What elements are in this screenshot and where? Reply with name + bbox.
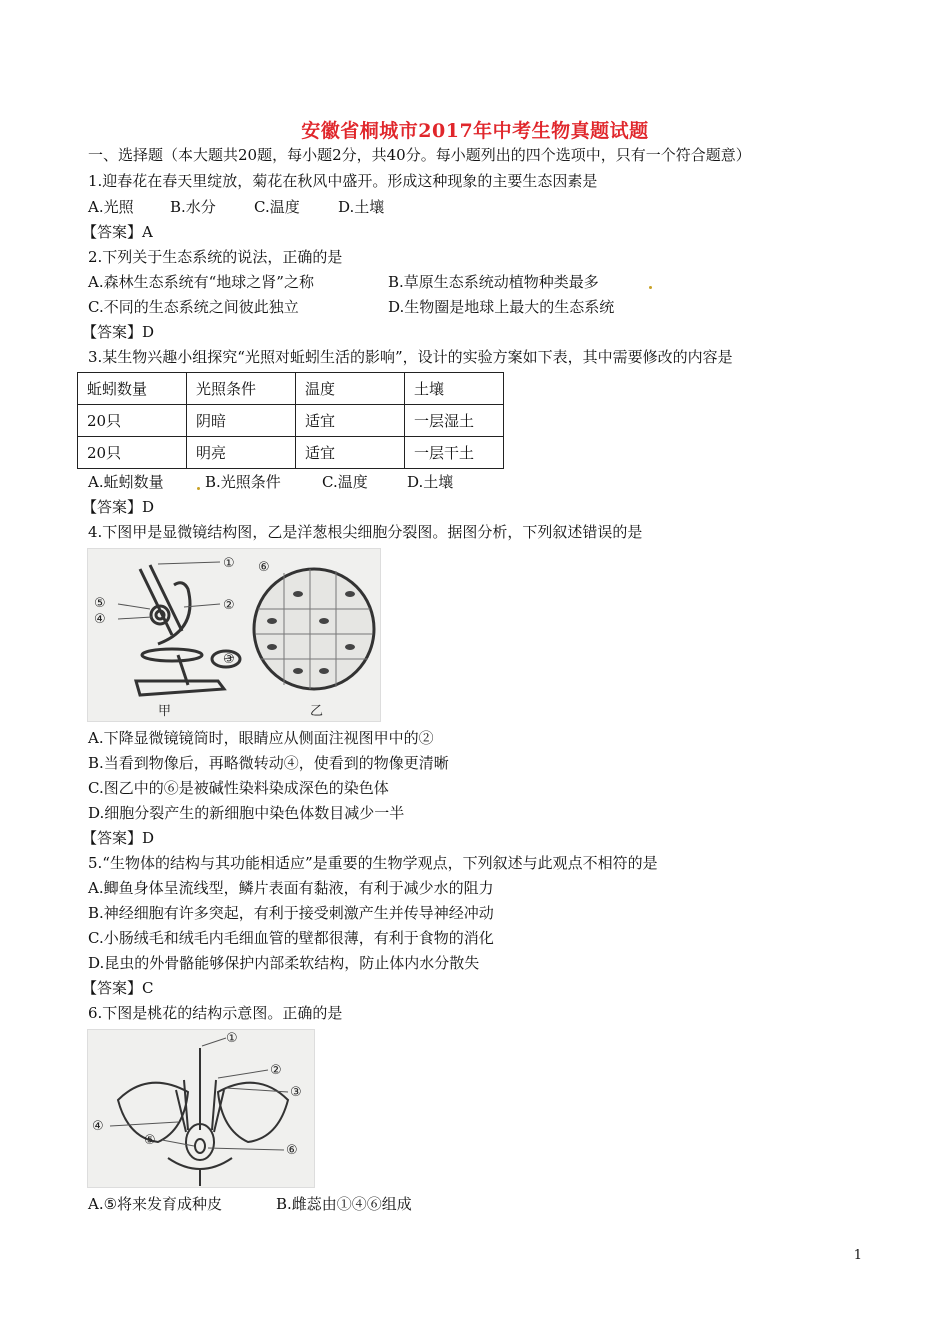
q1-option-c: C.温度 [254,198,300,216]
q5-option-a: A.鲫鱼身体呈流线型，鳞片表面有黏液，有利于减少水的阻力 [88,879,494,897]
question-2-stem: 2.下列关于生态系统的说法，正确的是 [88,248,343,266]
label-3: ③ [223,652,235,667]
nucleus [293,668,303,674]
leader-line [118,617,152,619]
q2-option-a: A.森林生态系统有“地球之肾”之称 [88,273,314,291]
stray-dot [197,487,200,490]
question-3-answer: 【答案】D [82,498,155,516]
leader-line [158,562,220,564]
table-cell: 适宜 [296,405,405,437]
q1-option-d: D.土壤 [338,198,385,216]
q5-option-c: C.小肠绒毛和绒毛内毛细血管的壁都很薄，有利于食物的消化 [88,929,494,947]
table-header-row [78,373,504,405]
question-2-options-row1 [88,272,599,292]
q3-option-d: D.土壤 [407,473,454,491]
ovule [195,1139,205,1153]
microscope-and-cell-figure [87,548,381,722]
microscope-base [136,681,224,695]
table-cell: 20只 [78,437,187,469]
q3-option-b: B.光照条件 [205,473,281,491]
q4-option-d: D.细胞分裂产生的新细胞中染色体数目减少一半 [88,804,405,822]
nucleus [319,668,329,674]
label-jia: 甲 [158,704,172,719]
question-1-stem: 1.迎春花在春天里绽放，菊花在秋风中盛开。形成这种现象的主要生态因素是 [88,172,598,190]
table-cell: 阴暗 [187,405,296,437]
label-1: ① [223,556,235,571]
leader-line [226,1088,288,1092]
peach-flower-figure [87,1029,315,1188]
table-row [78,437,504,469]
table-cell: 20只 [78,405,187,437]
experiment-table [77,372,504,469]
label-2: ② [223,598,235,613]
question-6-stem: 6.下图是桃花的结构示意图。正确的是 [88,1004,343,1022]
question-2-answer: 【答案】D [82,323,155,341]
table-row [78,405,504,437]
nucleus [293,591,303,597]
table-header: 光照条件 [187,373,296,405]
label-5: ⑤ [144,1133,156,1148]
q2-option-b: B.草原生态系统动植物种类最多 [388,273,599,291]
section-heading: 一、选择题（本大题共20题，每小题2分，共40分。每小题列出的四个选项中，只有一个符合题意） [88,146,751,164]
question-3-stem: 3.某生物兴趣小组探究“光照对蚯蚓生活的影响”，设计的实验方案如下表，其中需要修改的内容是 [88,348,733,366]
leader-line [110,1122,178,1126]
flower-drawing [88,1030,314,1187]
leader-line [218,1070,268,1078]
question-5-answer: 【答案】C [82,979,154,997]
nucleus [345,644,355,650]
q6-option-b: B.雌蕊由①④⑥组成 [276,1195,412,1213]
microscope-stage [142,649,202,661]
q2-option-c: C.不同的生态系统之间彼此独立 [88,298,299,316]
leader-line [162,1140,194,1146]
cell-field-circle [254,569,374,689]
nucleus [267,618,277,624]
label-6: ⑥ [286,1143,298,1158]
page-number: 1 [853,1248,862,1263]
table-header: 蚯蚓数量 [78,373,187,405]
stray-dot [649,286,652,289]
q3-option-a: A.蚯蚓数量 [88,473,164,491]
question-6-options [88,1194,412,1214]
question-3-options [88,472,453,492]
table-cell: 明亮 [187,437,296,469]
figure-drawing [88,549,380,721]
q4-option-c: C.图乙中的⑥是被碱性染料染成深色的染色体 [88,779,389,797]
question-4-stem: 4.下图甲是显微镜结构图，乙是洋葱根尖细胞分裂图。据图分析，下列叙述错误的是 [88,523,643,541]
table-cell: 一层干土 [405,437,504,469]
question-1-options [88,197,384,217]
label-1: ① [226,1031,238,1046]
table-cell: 一层湿土 [405,405,504,437]
question-1-answer: 【答案】A [82,223,153,241]
q5-option-b: B.神经细胞有许多突起，有利于接受刺激产生并传导神经冲动 [88,904,494,922]
fine-focus-knob [156,611,164,619]
label-6: ⑥ [258,560,270,575]
document-title: 安徽省桐城市2017年中考生物真题试题 [301,120,649,142]
table-header: 温度 [296,373,405,405]
q6-option-a: A.⑤将来发育成种皮 [88,1195,223,1213]
nucleus [319,618,329,624]
q2-option-d: D.生物圈是地球上最大的生态系统 [388,298,615,316]
q3-option-c: C.温度 [322,473,368,491]
q5-option-d: D.昆虫的外骨骼能够保护内部柔软结构，防止体内水分散失 [88,954,480,972]
question-5-stem: 5.“生物体的结构与其功能相适应”是重要的生物学观点，下列叙述与此观点不相符的是 [88,854,658,872]
label-5: ⑤ [94,596,106,611]
label-2: ② [270,1063,282,1078]
leader-line [202,1038,226,1046]
nucleus [267,644,277,650]
table-header: 土壤 [405,373,504,405]
label-4: ④ [92,1119,104,1134]
q4-option-b: B.当看到物像后，再略微转动④，使看到的物像更清晰 [88,754,449,772]
label-4: ④ [94,612,106,627]
q1-option-b: B.水分 [170,198,216,216]
leader-line [118,604,150,609]
leader-line [208,1148,284,1150]
table-cell: 适宜 [296,437,405,469]
label-yi: 乙 [310,704,324,719]
q4-option-a: A.下降显微镜镜筒时，眼睛应从侧面注视图甲中的② [88,729,434,747]
label-3: ③ [290,1085,302,1100]
question-4-answer: 【答案】D [82,829,155,847]
question-2-options-row2 [88,297,614,317]
nucleus [345,591,355,597]
q1-option-a: A.光照 [88,198,134,216]
